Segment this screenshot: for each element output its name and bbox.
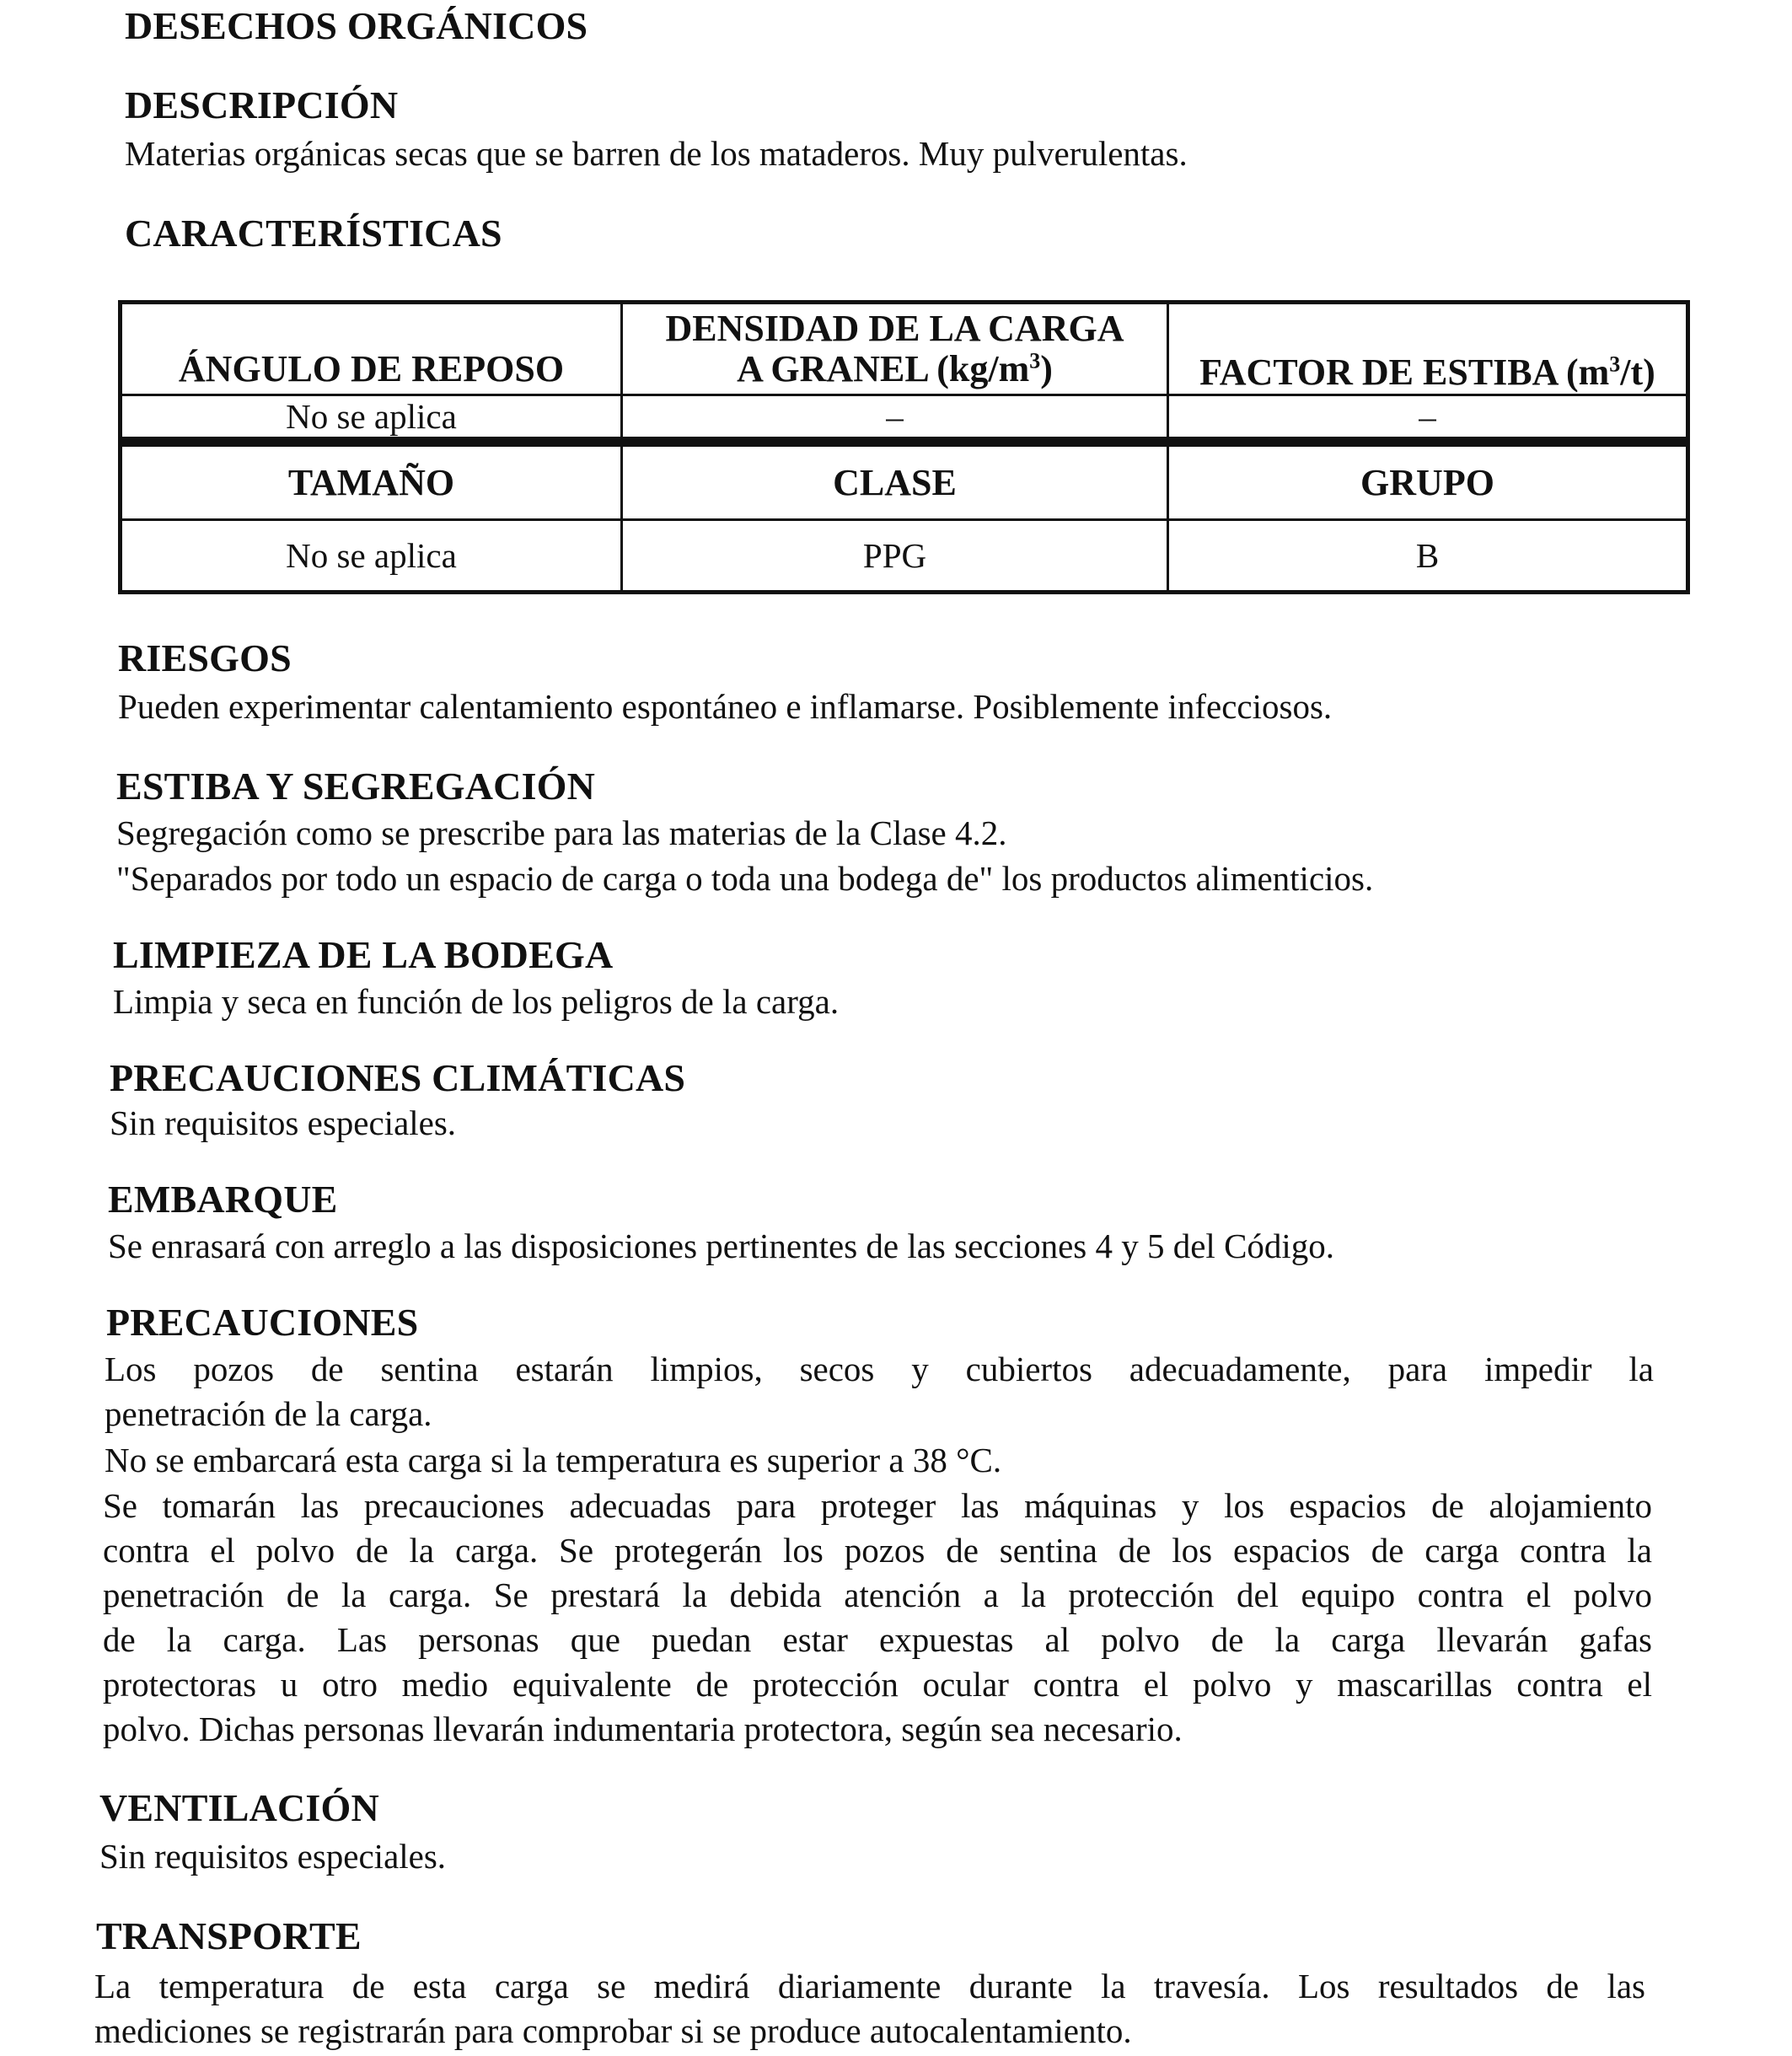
precauciones-paragraph-1 [105,1347,1654,1436]
heading-transporte: TRANSPORTE [96,1914,362,1957]
heading-limpieza: LIMPIEZA DE LA BODEGA [113,933,614,976]
header-grupo: GRUPO [1168,446,1688,520]
precauciones-p3-line2: contra el polvo de la carga. Se protegerán los pozos de sentina de los espacios de carga contra la [103,1531,1652,1570]
transporte-paragraph [94,1964,1645,2053]
table1-header-row [121,303,1688,395]
heading-descripcion: DESCRIPCIÓN [125,83,399,126]
precauciones-p3-line6: polvo. Dichas personas llevarán indumentaria protectora, según sea necesario. [103,1710,1183,1748]
text-estiba-line1: Segregación como se prescribe para las materias de la Clase 4.2. [116,813,1007,852]
header-densidad-line1: DENSIDAD DE LA CARGA [665,308,1124,349]
header-factor-estiba [1168,303,1688,395]
table1-value-row [121,395,1688,438]
characteristics-table [118,300,1686,609]
header-densidad [622,303,1168,395]
value-factor-estiba: – [1168,395,1688,438]
table2-value-row [121,520,1688,593]
header-densidad-line2 [623,349,1167,389]
transporte-line1: La temperatura de esta carga se medirá diariamente durante la travesía. Los resultados de las [94,1967,1645,2005]
precauciones-p3-line1: Se tomarán las precauciones adecuadas para proteger las máquinas y los espacios de alojamiento [103,1486,1652,1525]
header-densidad-end: ) [1040,348,1053,389]
precauciones-p3-line3: penetración de la carga. Se prestará la debida atención a la protección del equipo contra el polvo [103,1576,1652,1614]
text-riesgos: Pueden experimentar calentamiento espontáneo e inflamarse. Posiblemente infecciosos. [118,687,1333,726]
header-angulo-reposo: ÁNGULO DE REPOSO [121,303,622,395]
value-clase: PPG [622,520,1168,593]
header-factor-estiba-text: FACTOR DE ESTIBA (m [1199,352,1610,393]
text-embarque: Se enrasará con arreglo a las disposiciones pertinentes de las secciones 4 y 5 del Código. [108,1227,1335,1265]
header-densidad-sup: 3 [1029,348,1041,373]
heading-climaticas: PRECAUCIONES CLIMÁTICAS [110,1056,686,1099]
header-factor-estiba-end: /t) [1620,352,1655,393]
value-densidad: – [622,395,1168,438]
heading-embarque: EMBARQUE [108,1178,338,1221]
table2-header-row [121,446,1688,520]
text-ventilacion: Sin requisitos especiales. [99,1837,447,1876]
table-separator [121,438,1688,446]
heading-precauciones: PRECAUCIONES [106,1301,419,1344]
precauciones-p1-line2: penetración de la carga. [105,1394,432,1433]
header-tamano: TAMAÑO [121,446,622,520]
precauciones-p2: No se embarcará esta carga si la temperatura es superior a 38 °C. [105,1441,1002,1479]
value-angulo-reposo: No se aplica [121,395,622,438]
text-climaticas: Sin requisitos especiales. [110,1103,457,1142]
text-estiba-line2: "Separados por todo un espacio de carga o toda una bodega de" los productos alimenticios. [116,859,1374,898]
header-factor-estiba-sup: 3 [1609,352,1621,377]
header-densidad-line2-text: A GRANEL (kg/m [737,348,1030,389]
text-descripcion: Materias orgánicas secas que se barren de los mataderos. Muy pulverulentas. [125,134,1188,173]
heading-riesgos: RIESGOS [118,636,292,679]
header-clase: CLASE [622,446,1168,520]
heading-caracteristicas: CARACTERÍSTICAS [125,212,502,255]
precauciones-p1-line1: Los pozos de sentina estarán limpios, secos y cubiertos adecuadamente, para impedir la [105,1350,1654,1388]
precauciones-p3-line4: de la carga. Las personas que puedan estar expuestas al polvo de la carga llevarán gafas [103,1620,1652,1659]
heading-estiba: ESTIBA Y SEGREGACIÓN [116,765,596,808]
precauciones-p3-line5: protectoras u otro medio equivalente de protección ocular contra el polvo y mascarillas contra el [103,1665,1652,1704]
value-tamano: No se aplica [121,520,622,593]
text-limpieza: Limpia y seca en función de los peligros de la carga. [113,982,840,1021]
transporte-line2: mediciones se registrarán para comprobar si se produce autocalentamiento. [94,2011,1132,2050]
heading-ventilacion: VENTILACIÓN [99,1786,379,1829]
value-grupo: B [1168,520,1688,593]
document-title: DESECHOS ORGÁNICOS [125,4,588,47]
precauciones-paragraph-3 [103,1484,1652,1752]
